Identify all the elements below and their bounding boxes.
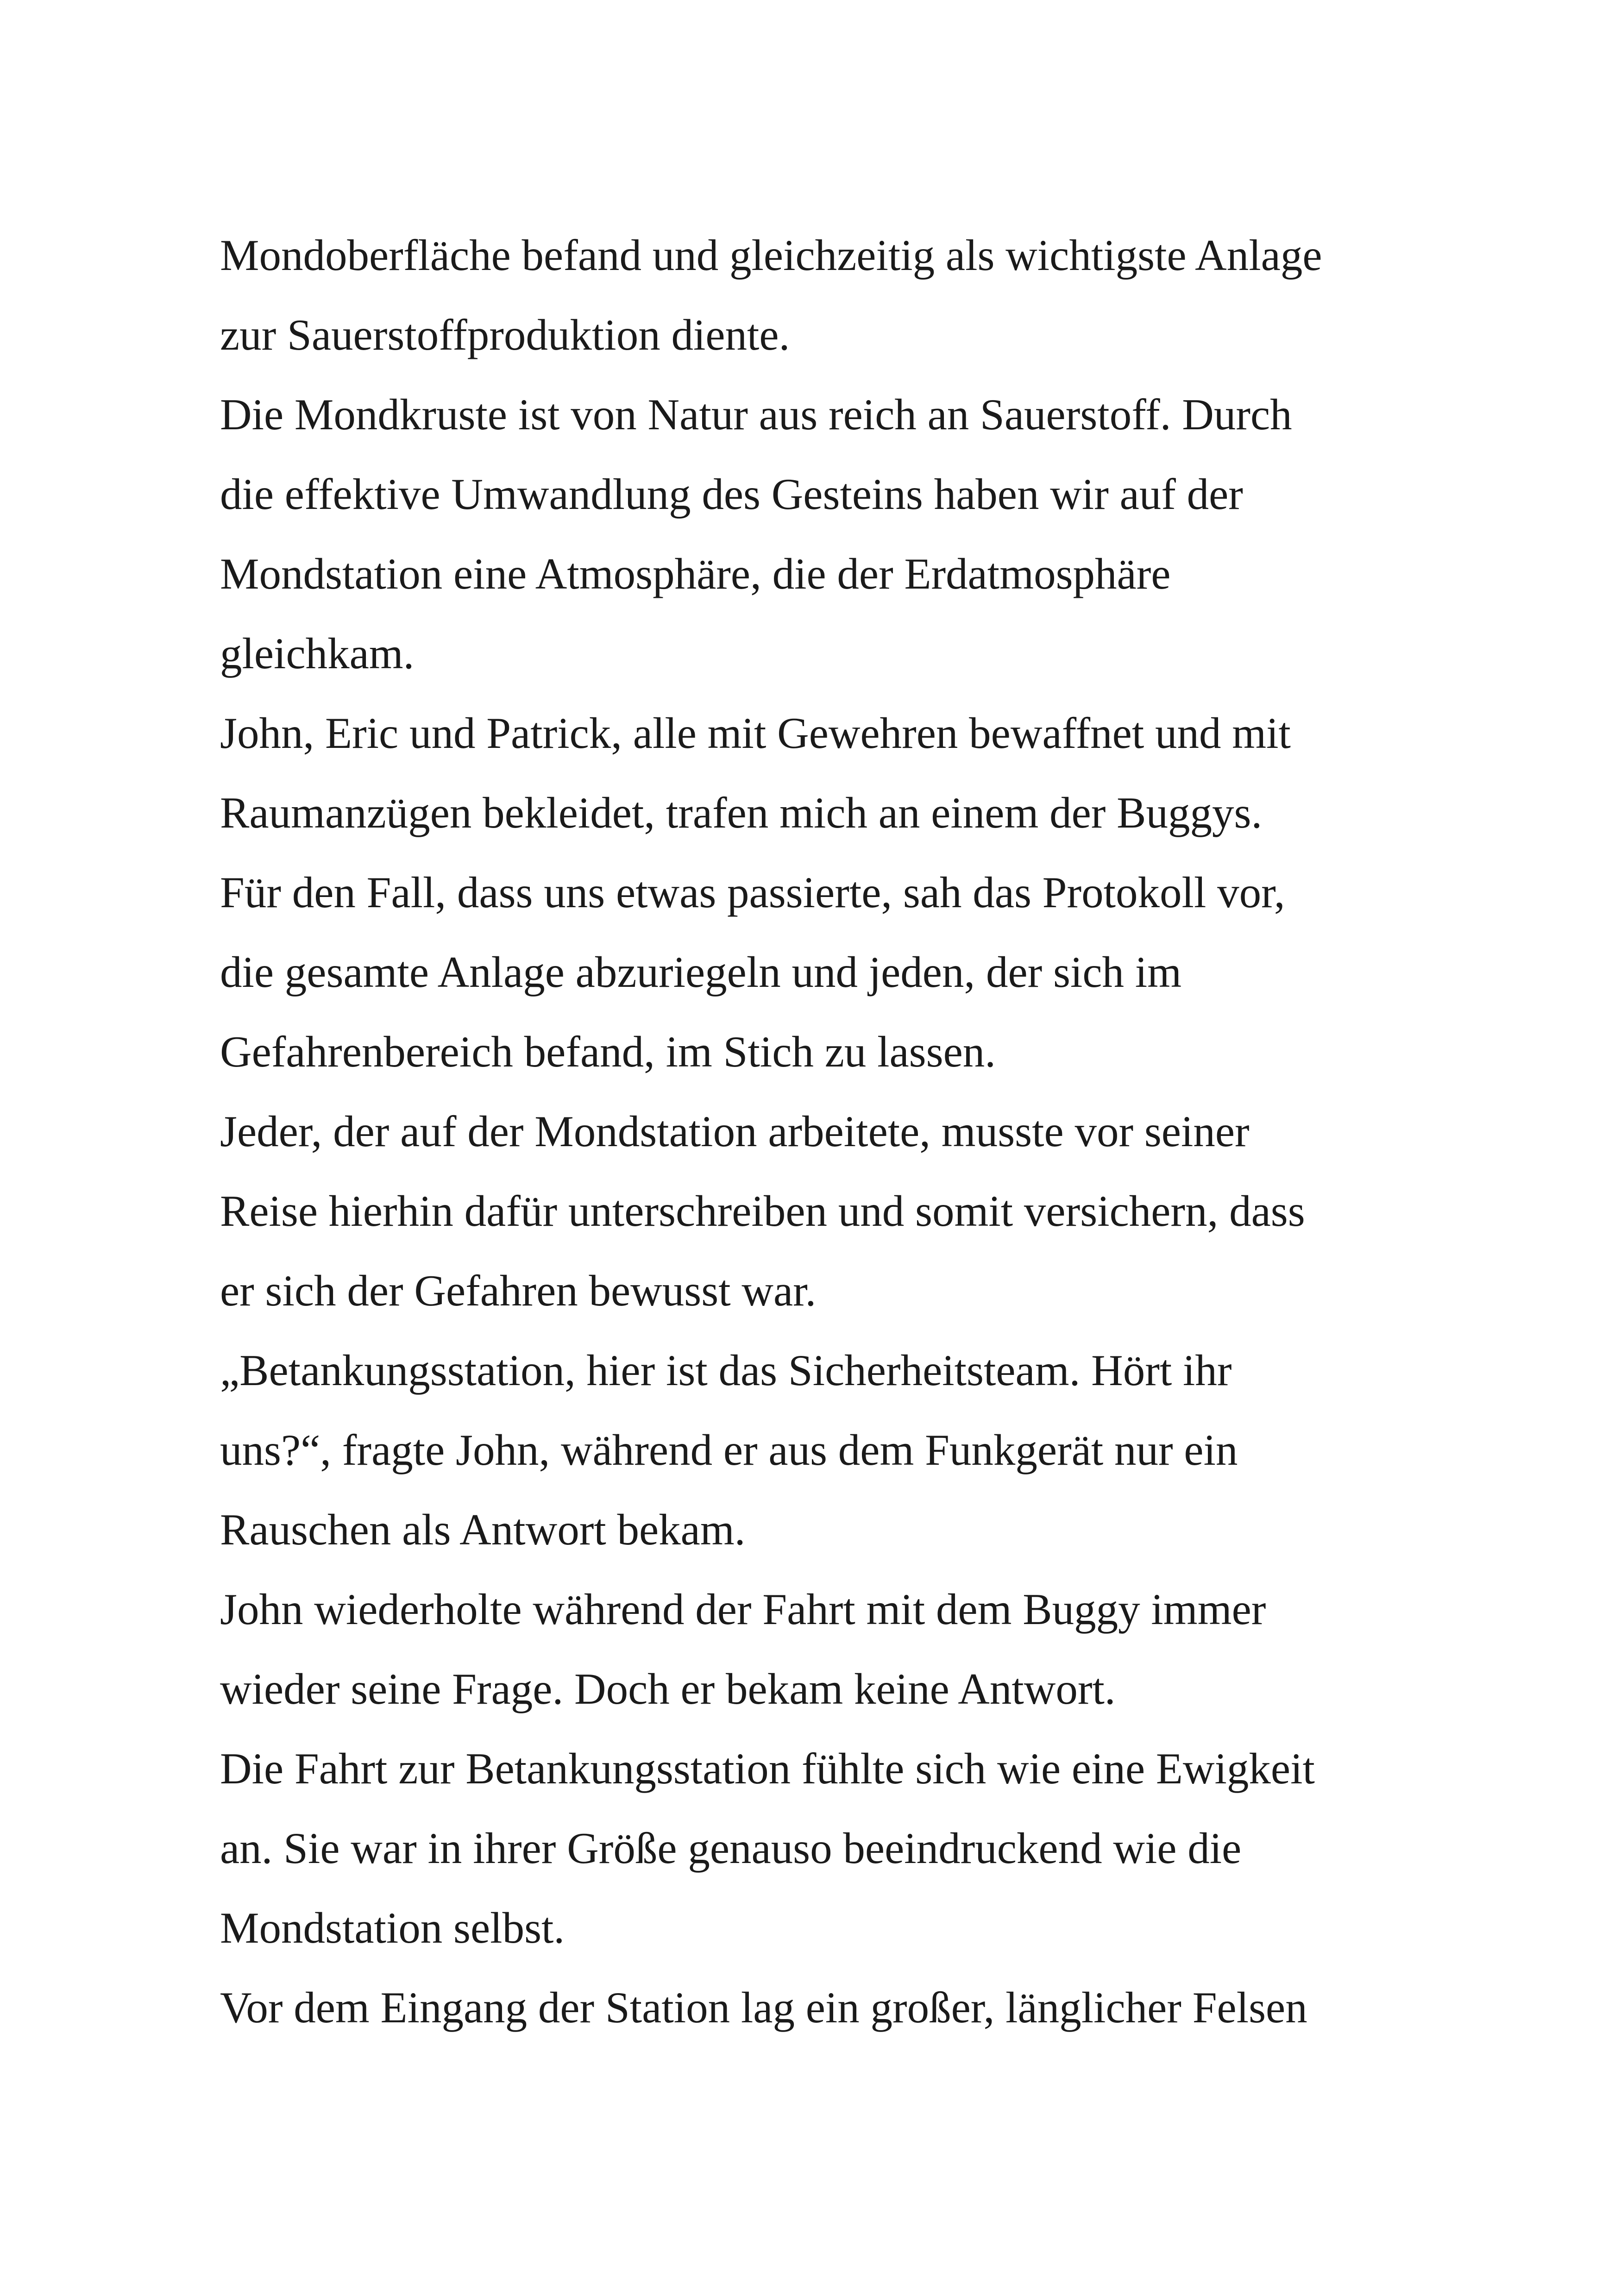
body-text — [220, 215, 1424, 2047]
text-line: Gefahrenbereich befand, im Stich zu lassen. — [220, 1027, 996, 1076]
text-line: „Betankungsstation, hier ist das Sicherheitsteam. Hört ihr — [220, 1346, 1232, 1395]
text-line: die effektive Umwandlung des Gesteins haben wir auf der — [220, 470, 1243, 519]
text-line: die gesamte Anlage abzuriegeln und jeden, der sich im — [220, 947, 1182, 997]
text-line: John, Eric und Patrick, alle mit Gewehren bewaffnet und mit — [220, 709, 1291, 758]
text-line: Die Mondkruste ist von Natur aus reich an Sauerstoff. Durch — [220, 390, 1292, 439]
text-line: Rauschen als Antwort bekam. — [220, 1505, 746, 1554]
text-line: Vor dem Eingang der Station lag ein großer, länglicher Felsen — [220, 1983, 1307, 2032]
text-line: Reise hierhin dafür unterschreiben und somit versichern, dass — [220, 1186, 1305, 1236]
text-line: Jeder, der auf der Mondstation arbeitete, musste vor seiner — [220, 1107, 1250, 1156]
text-line: er sich der Gefahren bewusst war. — [220, 1266, 817, 1315]
text-line: Mondstation eine Atmosphäre, die der Erdatmosphäre — [220, 549, 1171, 598]
text-line: gleichkam. — [220, 629, 415, 678]
text-line: uns?“, fragte John, während er aus dem Funkgerät nur ein — [220, 1425, 1238, 1474]
text-line: Die Fahrt zur Betankungsstation fühlte sich wie eine Ewigkeit — [220, 1744, 1315, 1793]
text-line: Für den Fall, dass uns etwas passierte, sah das Protokoll vor, — [220, 868, 1285, 917]
text-line: zur Sauerstoffproduktion diente. — [220, 310, 790, 359]
text-line: Mondstation selbst. — [220, 1903, 565, 1952]
text-line: Raumanzügen bekleidet, trafen mich an einem der Buggys. — [220, 788, 1263, 837]
text-line: Mondoberfläche befand und gleichzeitig als wichtigste Anlage — [220, 231, 1322, 280]
text-line: wieder seine Frage. Doch er bekam keine Antwort. — [220, 1664, 1116, 1713]
text-line: John wiederholte während der Fahrt mit dem Buggy immer — [220, 1585, 1266, 1634]
text-line: an. Sie war in ihrer Größe genauso beeindruckend wie die — [220, 1824, 1242, 1873]
